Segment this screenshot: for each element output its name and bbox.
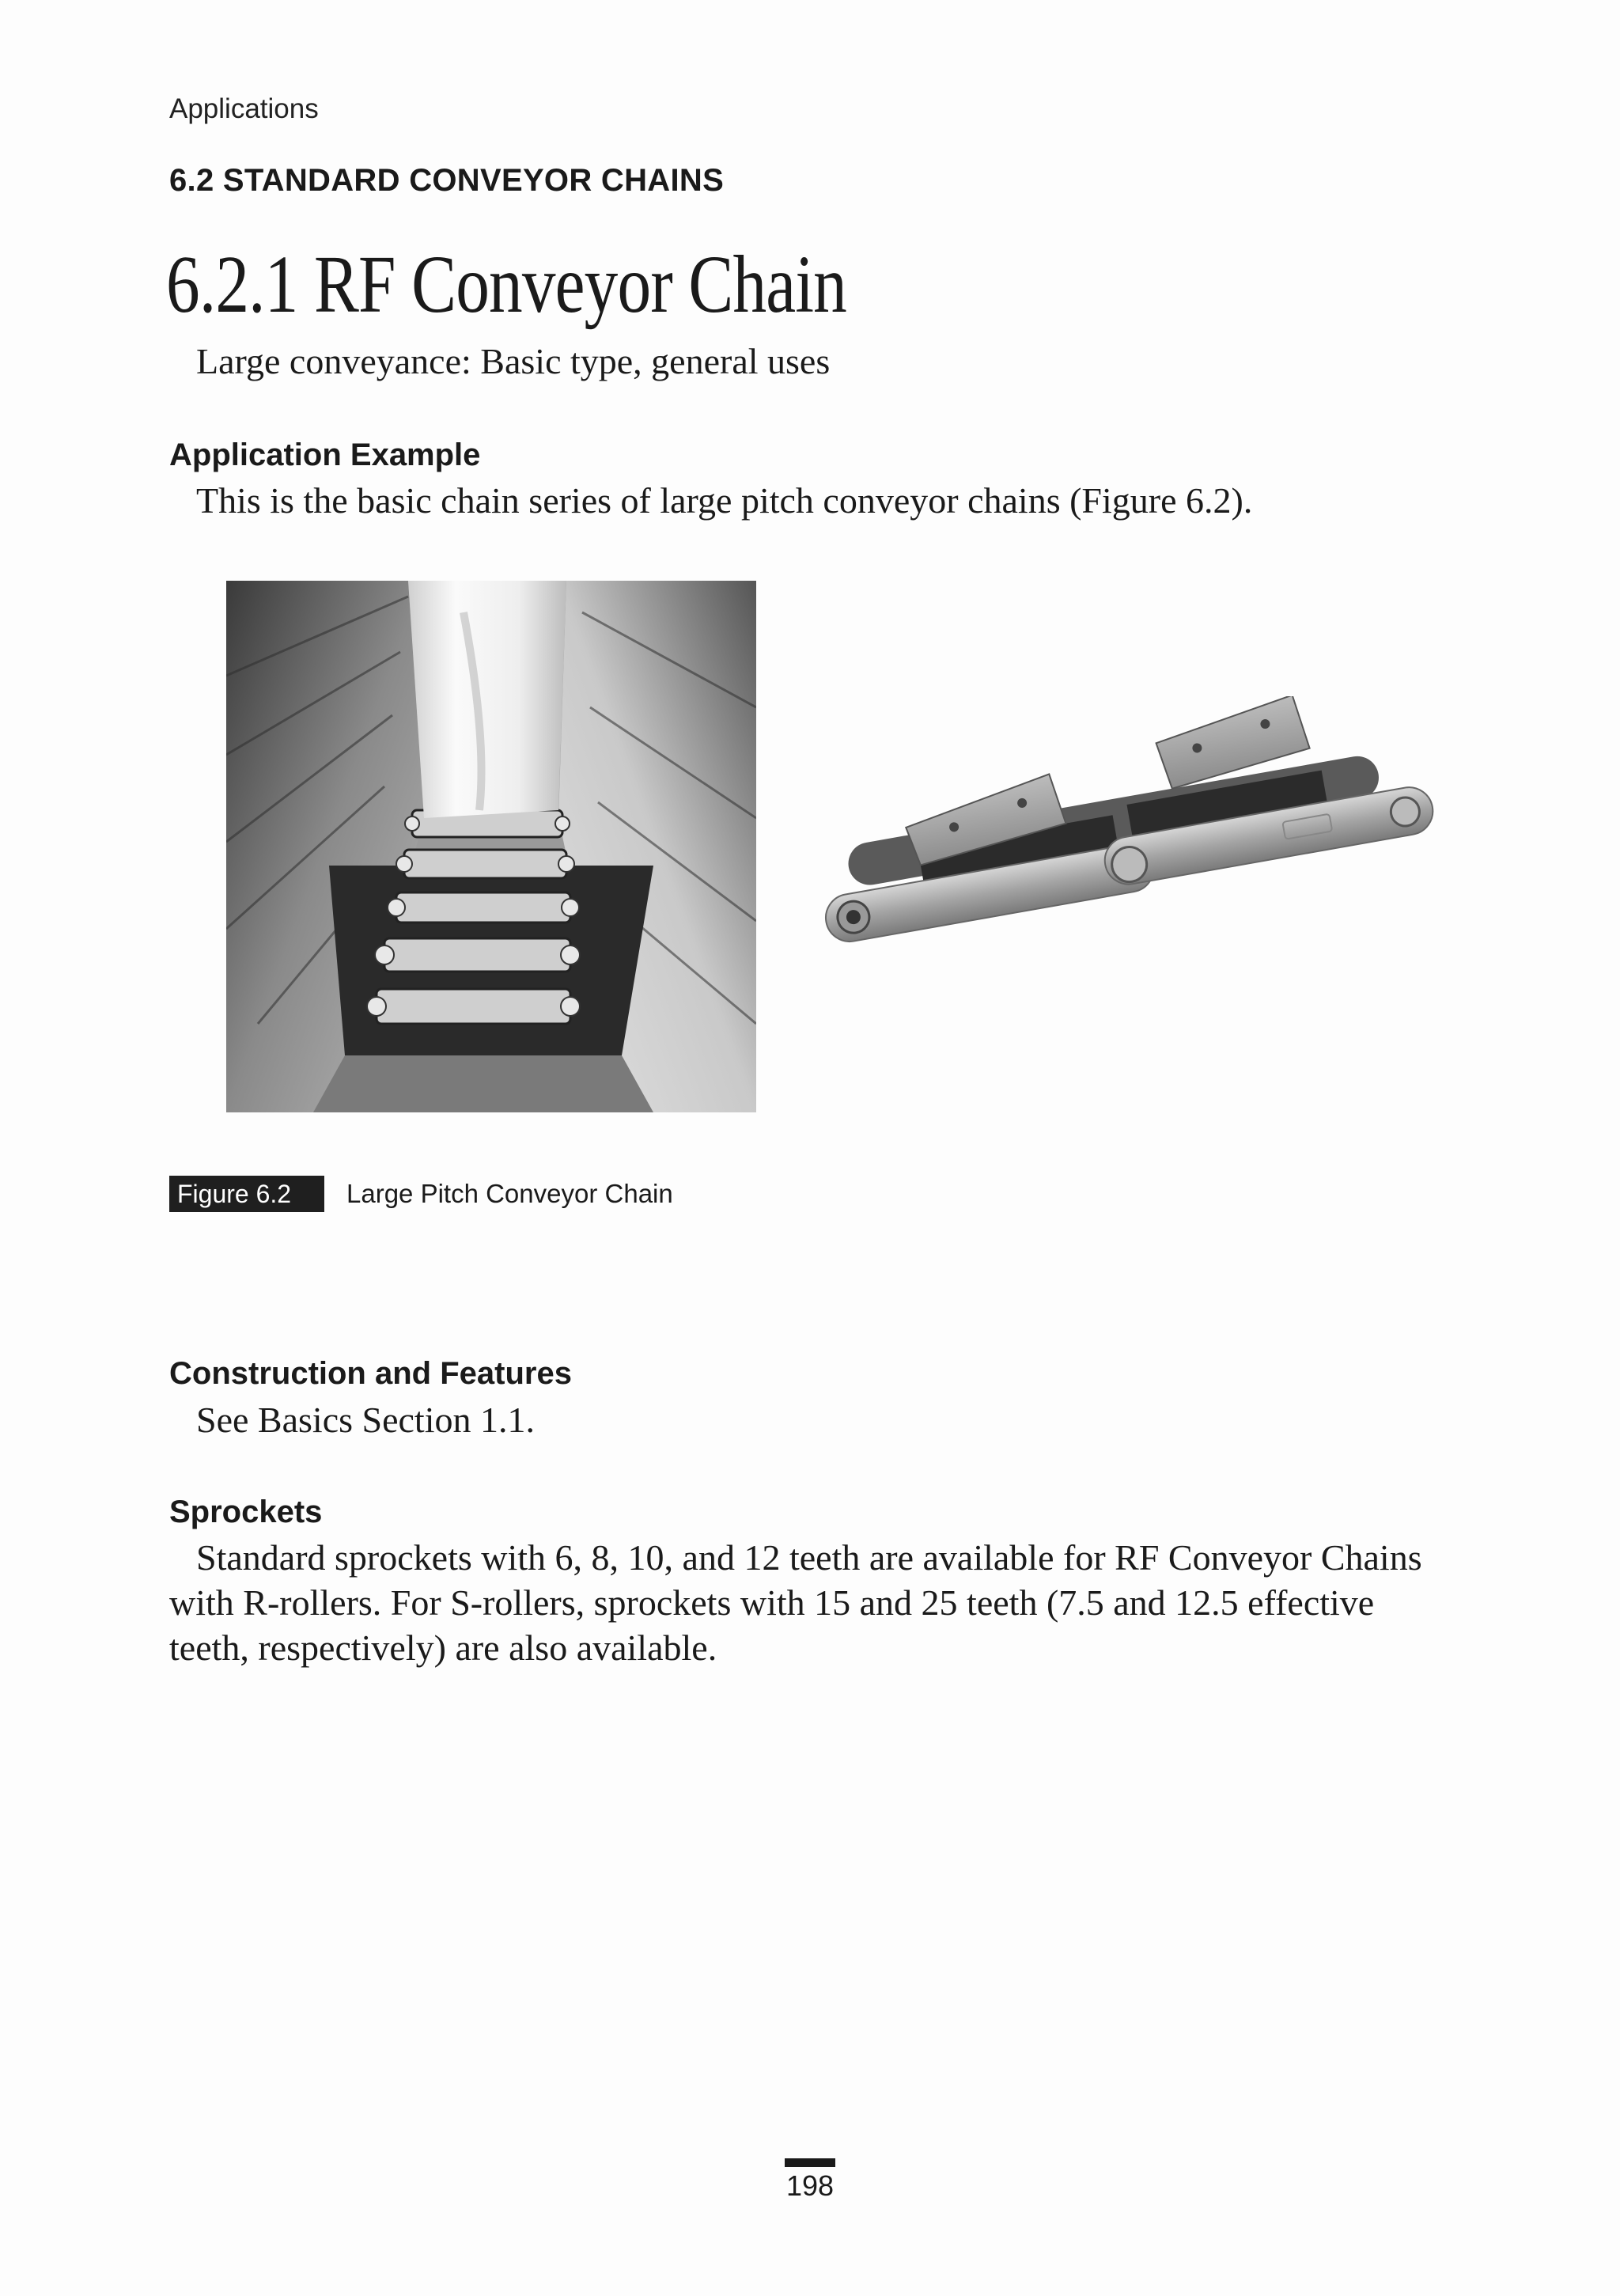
figure-label: Figure 6.2 [169, 1176, 324, 1212]
chapter-title: 6.2.1 RF Conveyor Chain [166, 239, 847, 330]
page-number: 198 [785, 2169, 835, 2202]
sprockets-heading: Sprockets [169, 1495, 323, 1529]
chapter-subtitle: Large conveyance: Basic type, general uses [196, 341, 831, 381]
construction-text: See Basics Section 1.1. [196, 1400, 535, 1440]
application-example-heading: Application Example [169, 438, 481, 472]
page-number-rule [785, 2158, 835, 2167]
application-example-text: This is the basic chain series of large pitch conveyor chains (Figure 6.2). [196, 480, 1253, 521]
construction-heading: Construction and Features [169, 1356, 572, 1391]
sprockets-text: Standard sprockets with 6, 8, 10, and 12 teeth are available for RF Conveyor Chains with R-rollers. For S-rollers, sprockets with 15 and 25 teeth (7.5 and 12.5 effective teeth, respectively) are also available. [169, 1537, 1422, 1668]
rf-chain-product-image [799, 696, 1440, 957]
running-header: Applications [169, 93, 319, 124]
section-heading: 6.2 STANDARD CONVEYOR CHAINS [169, 163, 725, 198]
figure-caption: Large Pitch Conveyor Chain [346, 1179, 673, 1208]
conveyor-installation-photo [226, 581, 756, 1112]
